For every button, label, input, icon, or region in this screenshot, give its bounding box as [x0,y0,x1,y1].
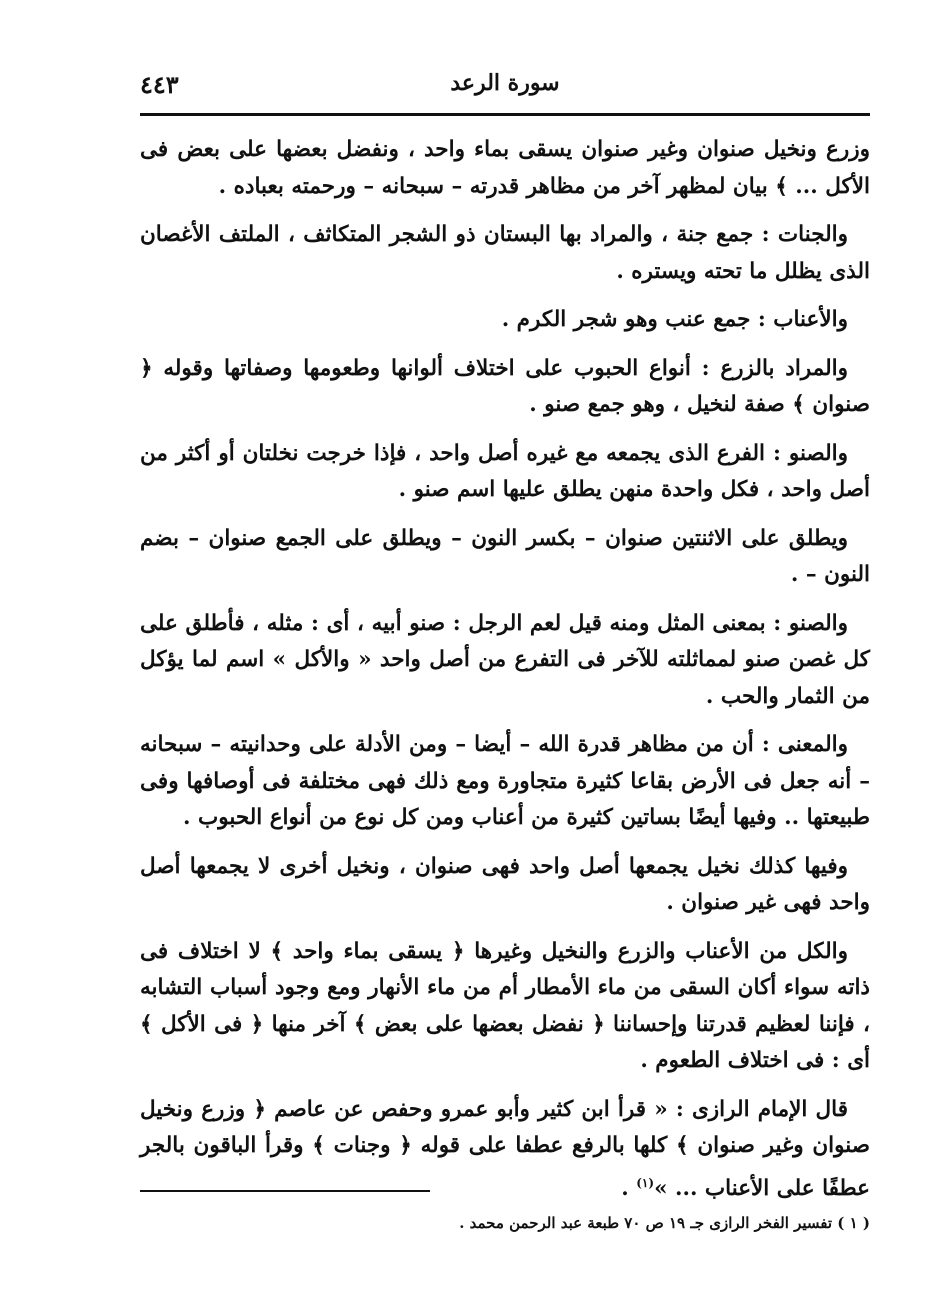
running-title: سورة الرعد [450,70,560,96]
paragraph-end: . [621,1175,637,1201]
paragraph: والصنو : الفرع الذى يجمعه مع غيره أصل واحد ، فإذا خرجت نخلتان أو أكثر من أصل واحد ، فكل واحدة منهن يطلق عليها اسم صنو . [140,440,870,502]
paragraph: وزرع ونخيل صنوان وغير صنوان يسقى بماء واحد ، ونفضل بعضها على بعض فى الأكل ... ﴾ بيان لمظهر آخر من مظاهر قدرته – سبحانه – ورحمته بعباده . [140,137,870,199]
paragraph-text: قال الإمام الرازى : « قرأ ابن كثير وأبو عمرو وحفص عن عاصم ﴿ وزرع ونخيل صنوان وغير صنوان ﴾ كلها بالرفع عطفا على قوله ﴿ وجنات ﴾ وقرأ الباقون بالجر عطفًا على الأعناب ... » [140,1096,870,1201]
paragraph: وفيها كذلك نخيل يجمعها أصل واحد فهى صنوان ، ونخيل أخرى لا يجمعها أصل واحد فهى غير صنوان . [140,853,870,915]
footnote-reference[interactable]: (١) [636,1175,655,1190]
paragraph: والمراد بالزرع : أنواع الحبوب على اختلاف ألوانها وطعومها وصفاتها وقوله ﴿ صنوان ﴾ صفة لنخيل ، وهو جمع صنو . [140,355,870,417]
paragraph: ويطلق على الاثنتين صنوان – بكسر النون – ويطلق على الجمع صنوان – بضم النون – . [140,525,870,587]
paragraph: والكل من الأعناب والزرع والنخيل وغيرها ﴿ يسقى بماء واحد ﴾ لا اختلاف فى ذاته سواء أكان السقى من ماء الأمطار أم من ماء الأنهار ومع وجود أسباب التشابه ، فإننا لعظيم قدرتنا وإحساننا ﴿ نفضل بعضها على بعض ﴾ آخر منها ﴿ فى الأكل ﴾ أى : فى اختلاف الطعوم . [140,938,870,1073]
paragraph: والأعناب : جمع عنب وهو شجر الكرم . [501,307,848,332]
page-number: ٤٤٣ [140,70,179,99]
paragraph: والصنو : بمعنى المثل ومنه قيل لعم الرجل : صنو أبيه ، أى : مثله ، فأطلق على كل غصن صنو لمماثلته للآخر فى التفرع من أصل واحد « والأكل » اسم لما يؤكل من الثمار والحب . [140,610,870,709]
footnote-rule [140,1190,430,1192]
paragraph: والجنات : جمع جنة ، والمراد بها البستان ذو الشجر المتكاثف ، الملتف الأغصان الذى يظلل ما تحته ويستره . [140,222,870,284]
footnote: ( ١ ) تفسير الفخر الرازى جـ ١٩ ص ٧٠ طبعة عبد الرحمن محمد . [459,1214,870,1232]
body-text [140,132,870,1219]
paragraph: والمعنى : أن من مظاهر قدرة الله – أيضا – ومن الأدلة على وحدانيته – سبحانه – أنه جعل فى الأرض بقاعا كثيرة متجاورة ومع ذلك فهى مختلفة فى أوصافها وفى طبيعتها .. وفيها أيضًا بساتين كثيرة من أعناب ومن كل نوع من أنواع الحبوب . [140,732,870,830]
header-rule [140,113,870,116]
page-header [140,70,870,110]
